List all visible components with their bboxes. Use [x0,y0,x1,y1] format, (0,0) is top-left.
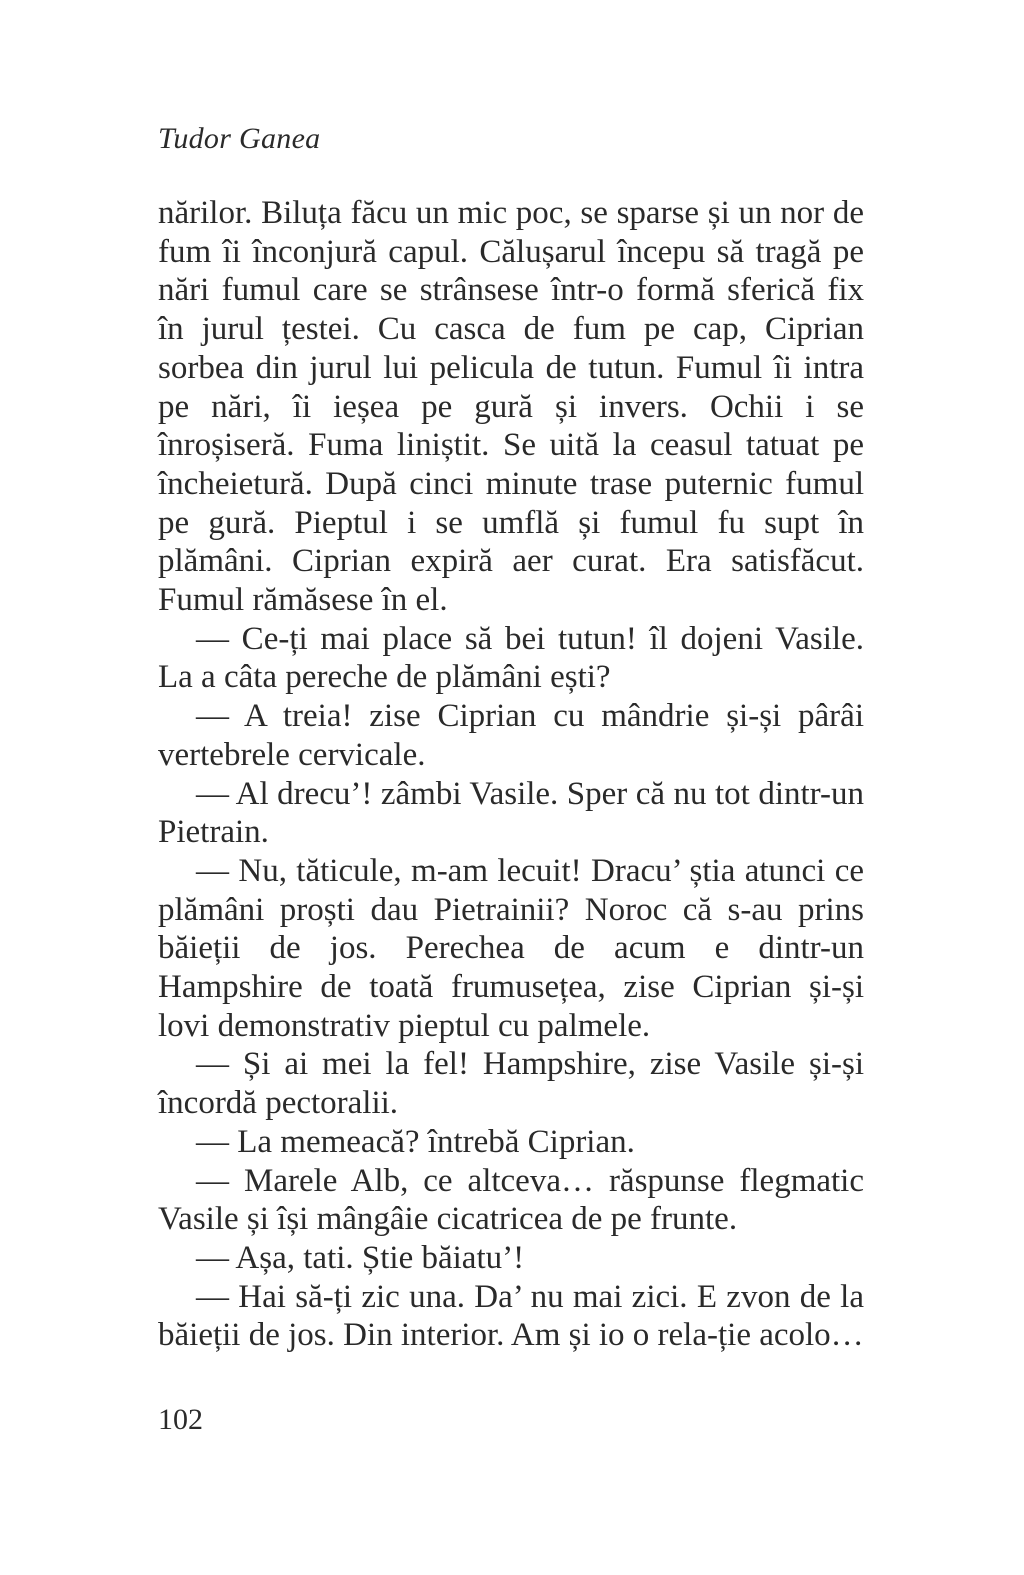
dialog-paragraph: — Ce-ți mai place să bei tutun! îl dojeni Vasile. La a câta pereche de plămâni ești? [158,620,864,696]
dialog-paragraph: — A treia! zise Ciprian cu mândrie și-și pârâi vertebrele cervicale. [158,698,864,773]
page-number: 102 [158,1403,203,1436]
body-text [158,194,864,1355]
paragraph: nărilor. Biluța făcu un mic poc, se sparse și un nor de fum îi înconjură capul. Călușarul începu să tragă pe nări fumul care se strânsese într-o formă sferică fix în jurul țestei. Cu casca de fum pe cap, Ciprian sorbea din jurul lui pelicula de tutun. Fumul îi intra pe nări, îi ieșea pe gură și invers. Ochii i se înroșiseră. Fuma liniștit. Se uită la ceasul tatuat pe încheietură. După cinci minute trase puternic fumul pe gură. Pieptul i se umflă și fumul fu supt în plămâni. Ciprian expiră aer curat. Era satisfăcut. Fumul rămăsese în el. [158,195,864,619]
dialog-paragraph: — Marele Alb, ce altceva… răspunse flegmatic Vasile și își mângâie cicatricea de pe frunte. [158,1162,864,1238]
dialog-paragraph: — Așa, tati. Știe băiatu’! [196,1239,525,1276]
dialog-paragraph: — Nu, tăticule, m-am lecuit! Dracu’ știa atunci ce plămâni proști dau Pietrainii? Noroc că s-au prins băieții de jos. Perechea de acum e dintr-un Hampshire de toată frumusețea, zise Ciprian și-și lovi demonstrativ pieptul cu palmele. [158,852,864,1044]
dialog-paragraph: — La memeacă? întrebă Ciprian. [196,1123,635,1160]
dialog-paragraph: — Al drecu’! zâmbi Vasile. Sper că nu tot dintr-un Pietrain. [158,775,864,851]
running-head-author: Tudor Ganea [158,122,321,155]
dialog-paragraph: — Hai să-ți zic una. Da’ nu mai zici. E zvon de la băieții de jos. Din interior. Am și io o rela-ție acolo… [158,1278,864,1354]
dialog-paragraph: — Și ai mei la fel! Hampshire, zise Vasile și-și încordă pectoralii. [158,1046,864,1122]
